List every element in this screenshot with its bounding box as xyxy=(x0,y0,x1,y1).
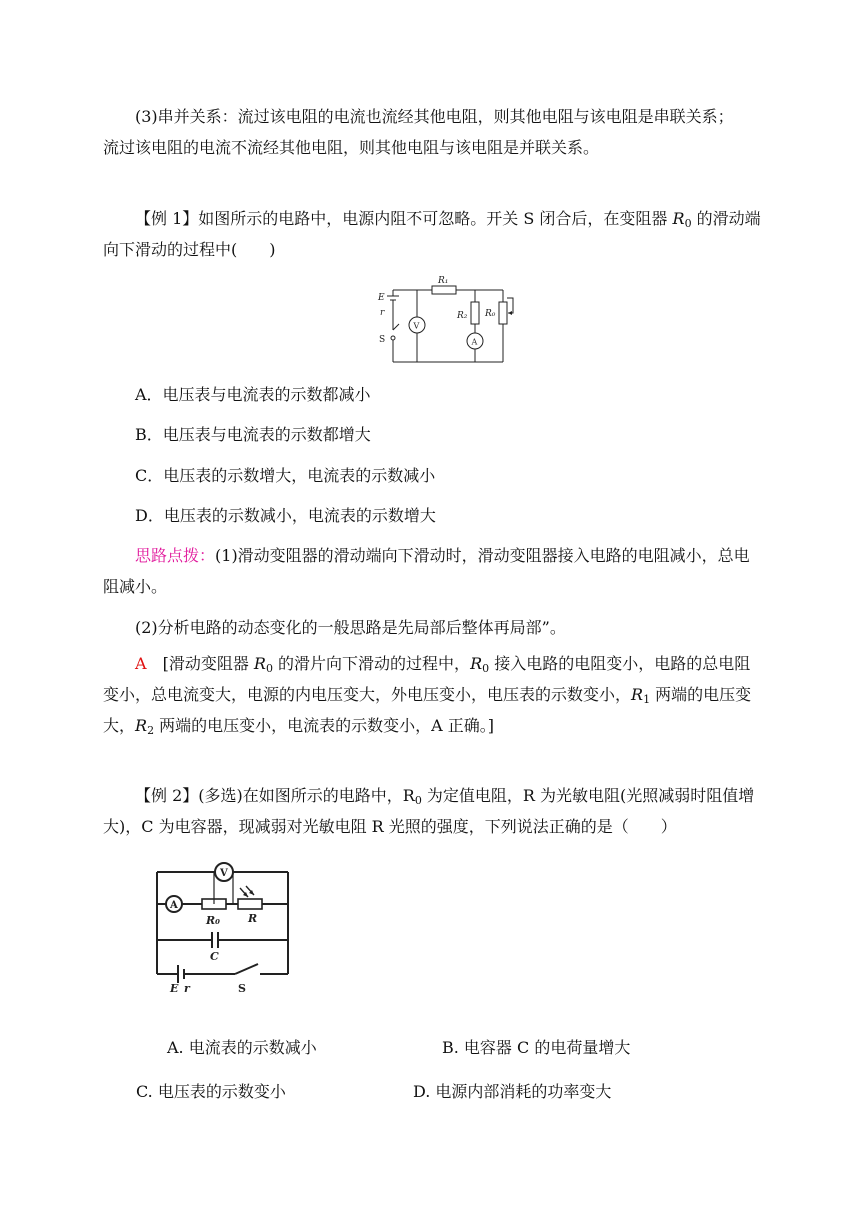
example-1-hint-2: (2)分析电路的动态变化的一般思路是先局部后整体再局部”。 xyxy=(135,618,566,637)
example-2-option-b: B. 电容器 C 的电荷量增大 xyxy=(442,1038,631,1057)
label-S: S xyxy=(379,335,386,345)
example-1-option-c: C．电压表的示数增大，电流表的示数减小 xyxy=(135,466,436,485)
example-1-tag: 【例 1】 xyxy=(135,209,199,228)
label-r-2: r xyxy=(184,982,190,995)
example-1-option-a: A．电压表与电流表的示数都减小 xyxy=(135,385,371,404)
label-R0-2: R₀ xyxy=(206,914,220,927)
label-R-2: R xyxy=(248,912,258,925)
voltmeter-label-2: V xyxy=(220,868,228,879)
answer-letter: A xyxy=(135,654,147,673)
label-S-2: S xyxy=(238,982,246,995)
circuit-svg-2 xyxy=(140,850,310,996)
ammeter-label-2: A xyxy=(170,900,178,911)
example-2-tag: 【例 2】 xyxy=(135,786,199,805)
label-C-2: C xyxy=(210,950,219,963)
hint-label: 思路点拨： xyxy=(135,546,216,565)
example-1-hint-1: 思路点拨：(1)滑动变阻器的滑动端向下滑动时，滑动变阻器接入电路的电阻减小，总电阻减小。 xyxy=(103,546,750,596)
label-R2: R₂ xyxy=(457,311,468,321)
intro-line-2: 流过该电阻的电流不流经其他电阻，则其他电阻与该电阻是并联关系。 xyxy=(103,138,600,157)
example-1-option-d: D．电压表的示数减小，电流表的示数增大 xyxy=(135,506,436,525)
example-2-circuit-diagram xyxy=(140,850,310,996)
label-R1: R₁ xyxy=(438,276,449,286)
example-2-option-d: D. 电源内部消耗的功率变大 xyxy=(413,1082,612,1101)
example-1-option-b: B．电压表与电流表的示数都增大 xyxy=(135,425,371,444)
voltmeter-label: V xyxy=(413,321,420,331)
label-E: E xyxy=(378,293,385,303)
example-2-option-a: A. 电流表的示数减小 xyxy=(167,1038,317,1057)
label-E-2: E xyxy=(170,982,179,995)
example-1-stem: 【例 1】如图所示的电路中，电源内阻不可忽略。开关 S 闭合后，在变阻器 $R_0$ 的滑动端向下滑动的过程中( ) xyxy=(103,209,761,259)
ammeter-label: A xyxy=(471,337,478,347)
label-r: r xyxy=(380,308,385,318)
example-2-stem: 【例 2】(多选)在如图所示的电路中，$R_0$ 为定值电阻，R 为光敏电阻(光照减弱时阻值增大)，C 为电容器，现减弱对光敏电阻 R 光照的强度，下列说法正确的是（ ） xyxy=(103,786,755,836)
example-2-option-c: C. 电压表的示数变小 xyxy=(136,1082,286,1101)
intro-paragraph xyxy=(103,101,763,163)
example-1-answer: A [滑动变阻器 $R_0$ 的滑片向下滑动的过程中，$R_0$ 接入电路的电阻变小，电路的总电阻变小，总电流变大，电源的内电压变大，外电压变小，电压表的示数变小，$R_1$ 两端的电压变大，$R_2$ 两端的电压变小，电流表的示数变小，A 正确。] xyxy=(103,654,752,737)
intro-line-1: (3)串并关系：流过该电阻的电流也流经其他电阻，则其他电阻与该电阻是串联关系； xyxy=(135,107,734,126)
label-R0: R₀ xyxy=(485,309,496,319)
circuit-svg xyxy=(375,272,525,367)
example-1-circuit-diagram xyxy=(375,272,525,367)
